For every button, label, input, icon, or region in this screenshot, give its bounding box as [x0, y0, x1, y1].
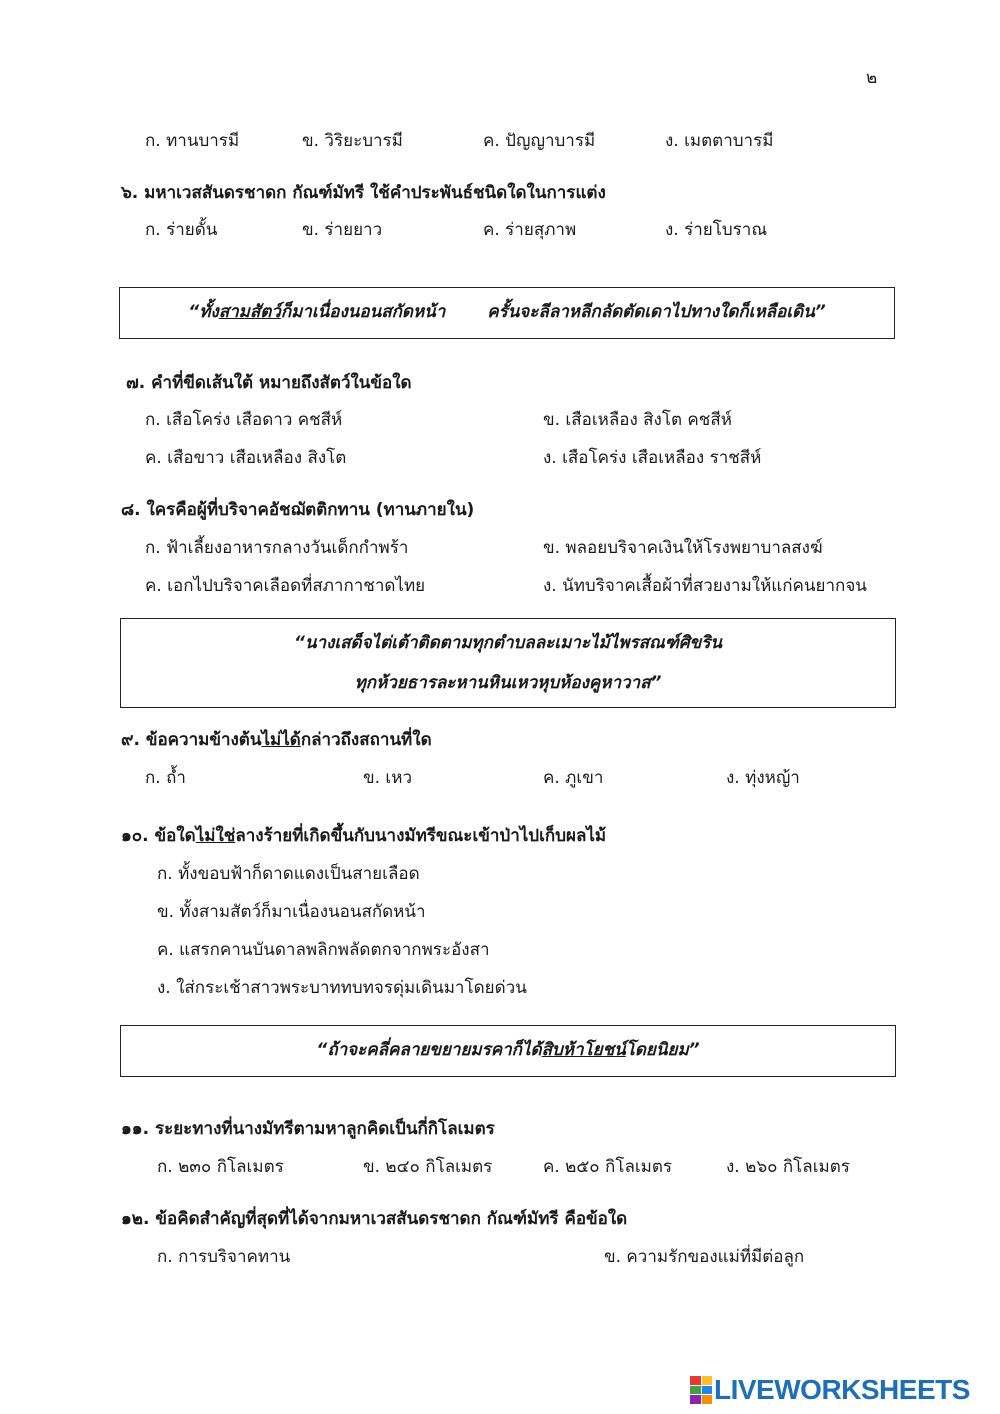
- q5-option-b[interactable]: ข. วิริยะบารมี: [302, 131, 403, 151]
- quote2-line1: “นางเสด็จไต่เต้าติดตามทุกตำบลละเมาะไม้ไพรสณฑ์ศิขริน: [293, 633, 723, 653]
- q8-option-c[interactable]: ค. เอกไปบริจาคเลือดที่สภากาชาดไทย: [145, 576, 426, 596]
- q10-question: ๑๐. ข้อใดไม่ใช่ลางร้ายที่เกิดขึ้นกับนางมัทรีขณะเข้าป่าไปเก็บผลไม้: [121, 826, 607, 846]
- q10-option-a[interactable]: ก. ทั้งขอบฟ้าก็ดาดแดงเป็นสายเลือด: [157, 864, 420, 884]
- q8-question: ๘. ใครคือผู้ที่บริจาคอัชฌัตติกทาน (ทานภายใน): [121, 500, 475, 520]
- q7-option-c[interactable]: ค. เสือขาว เสือเหลือง สิงโต: [145, 448, 347, 468]
- q6-option-b[interactable]: ข. ร่ายยาว: [302, 220, 383, 240]
- q11-option-c[interactable]: ค. ๒๕๐ กิโลเมตร: [543, 1157, 673, 1177]
- q11-option-b[interactable]: ข. ๒๔๐ กิโลเมตร: [363, 1157, 493, 1177]
- q8-option-b[interactable]: ข. พลอยบริจาคเงินให้โรงพยาบาลสงฆ์: [543, 538, 823, 558]
- q12-question: ๑๒. ข้อคิดสำคัญที่สุดที่ได้จากมหาเวสสันดรชาดก กัณฑ์มัทรี คือข้อใด: [121, 1209, 628, 1229]
- q10-option-b[interactable]: ข. ทั้งสามสัตว์ก็มาเนื่องนอนสกัดหน้า: [157, 902, 426, 922]
- liveworksheets-text: LIVEWORKSHEETS: [714, 1374, 970, 1405]
- quote1-part2: ครั้นจะลีลาหลีกลัดตัดเดาไปทางใดก็เหลือเดิน”: [487, 302, 826, 322]
- quote-box-2: [120, 618, 896, 708]
- q6-option-c[interactable]: ค. ร่ายสุภาพ: [483, 220, 577, 240]
- q12-option-b[interactable]: ข. ความรักของแม่ที่มีต่อลูก: [604, 1247, 805, 1267]
- q8-option-d[interactable]: ง. นัทบริจาคเสื้อผ้าที่สวยงามให้แก่คนยากจน: [543, 576, 867, 596]
- q11-option-d[interactable]: ง. ๒๖๐ กิโลเมตร: [726, 1157, 850, 1177]
- q12-option-a[interactable]: ก. การบริจาคทาน: [157, 1247, 291, 1267]
- q10-option-c[interactable]: ค. แสรกคานบันดาลพลิกพลัดตกจากพระอังสา: [157, 940, 490, 960]
- q9-option-a[interactable]: ก. ถ้ำ: [145, 768, 186, 788]
- q10-option-d[interactable]: ง. ใส่กระเช้าสาวพระบาททบทจรดุ่มเดินมาโดยด่วน: [157, 978, 527, 998]
- quote2-line2: ทุกห้วยธารละหานหินเหวหุบห้องคูหาวาส”: [354, 673, 662, 693]
- liveworksheets-logo: [690, 1373, 970, 1407]
- q6-question: ๖. มหาเวสสันดรชาดก กัณฑ์มัทรี ใช้คำประพันธ์ชนิดใดในการแต่ง: [121, 183, 606, 203]
- q11-option-a[interactable]: ก. ๒๓๐ กิโลเมตร: [157, 1157, 284, 1177]
- q5-option-a[interactable]: ก. ทานบารมี: [145, 131, 240, 151]
- q6-option-a[interactable]: ก. ร่ายดั้น: [145, 220, 218, 240]
- q5-option-c[interactable]: ค. ปัญญาบารมี: [483, 131, 596, 151]
- q11-question: ๑๑. ระยะทางที่นางมัทรีตามหาลูกคิดเป็นกี่กิโลเมตร: [121, 1119, 495, 1139]
- q7-option-b[interactable]: ข. เสือเหลือง สิงโต คชสีห์: [543, 410, 732, 430]
- page-number: ๒: [866, 68, 878, 88]
- q7-question: ๗. คำที่ขีดเส้นใต้ หมายถึงสัตว์ในข้อใด: [126, 373, 412, 393]
- quote1-part1: “ทั้งสามสัตว์ก็มาเนื่องนอนสกัดหน้า: [188, 302, 446, 322]
- liveworksheets-mark-icon: [690, 1376, 712, 1404]
- quote-box-3: “ถ้าจะคลี่คลายขยายมรคาก็ได้สิบห้าโยชน์โดยนิยม”: [120, 1025, 896, 1077]
- quote-box-1: [119, 287, 895, 339]
- q9-question: ๙. ข้อความข้างต้นไม่ได้กล่าวถึงสถานที่ใด: [121, 730, 432, 750]
- q7-option-d[interactable]: ง. เสือโคร่ง เสือเหลือง ราชสีห์: [543, 448, 762, 468]
- q6-option-d[interactable]: ง. ร่ายโบราณ: [665, 220, 768, 240]
- q5-option-d[interactable]: ง. เมตตาบารมี: [665, 131, 774, 151]
- q9-option-c[interactable]: ค. ภูเขา: [543, 768, 604, 788]
- q9-option-b[interactable]: ข. เหว: [363, 768, 412, 788]
- q7-option-a[interactable]: ก. เสือโคร่ง เสือดาว คชสีห์: [145, 410, 343, 430]
- q9-option-d[interactable]: ง. ทุ่งหญ้า: [726, 768, 800, 788]
- q8-option-a[interactable]: ก. ฟ้าเลี้ยงอาหารกลางวันเด็กกำพร้า: [145, 538, 409, 558]
